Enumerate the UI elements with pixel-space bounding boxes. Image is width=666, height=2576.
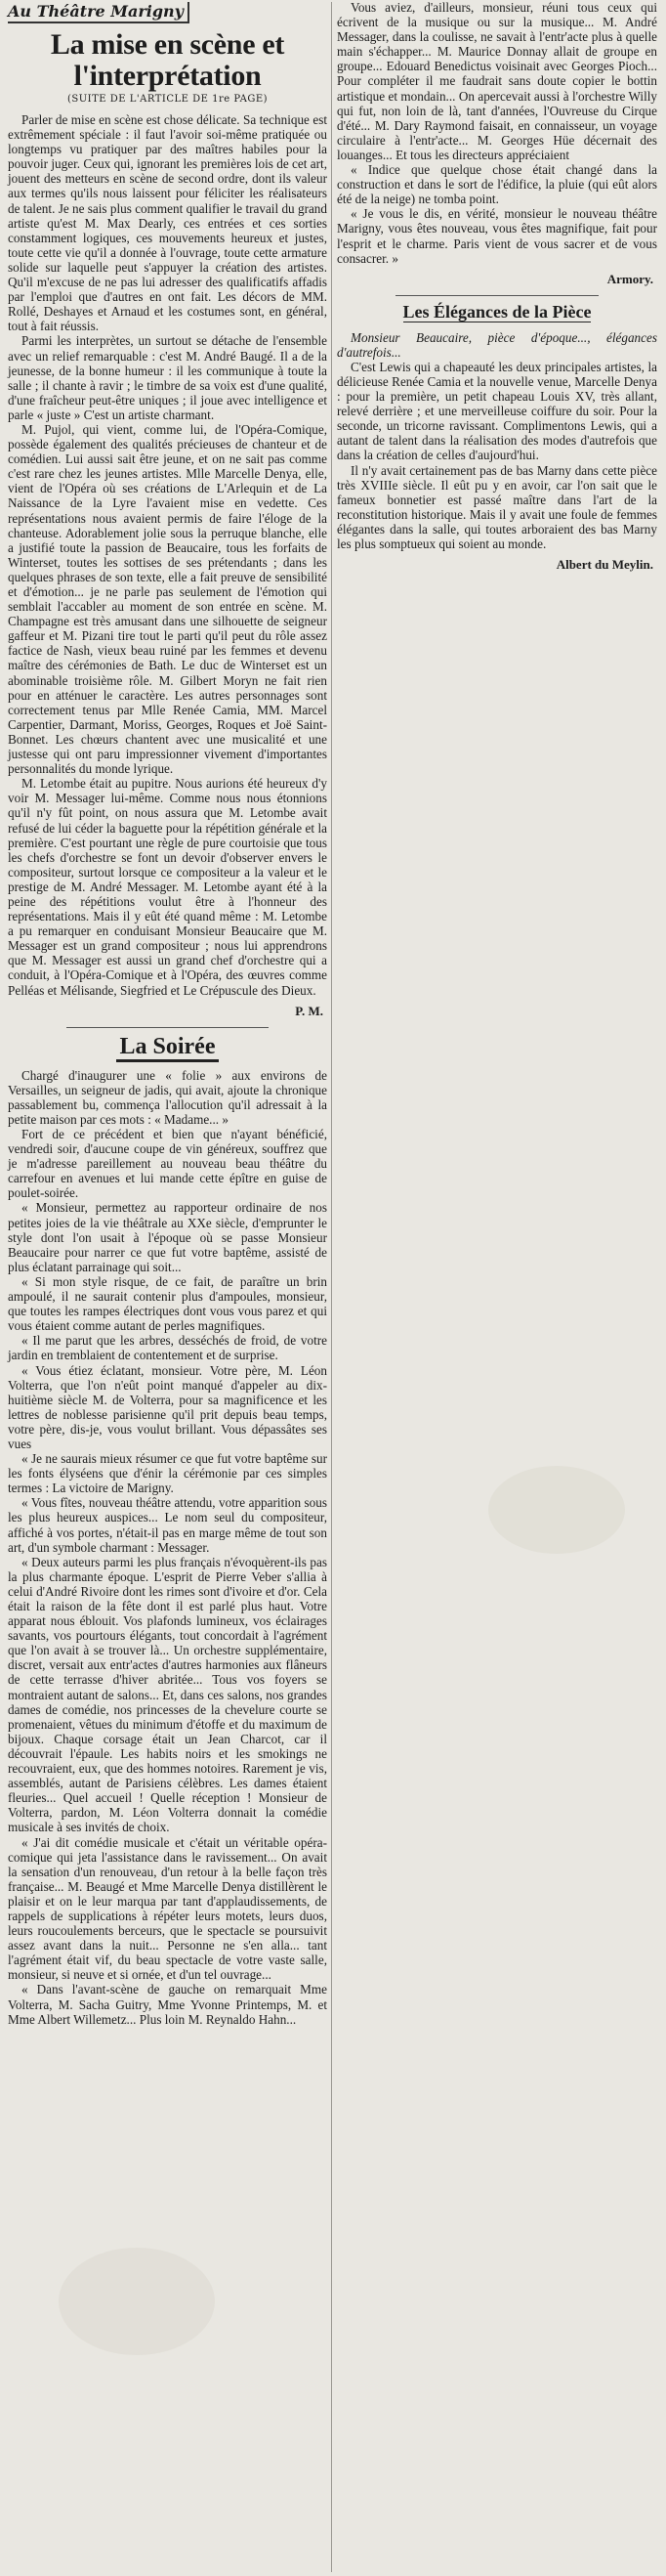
signature-albert-du-meylin: Albert du Meylin. [556,557,653,573]
paragraph: Fort de ce précédent et bien que n'ayant bénéficié, vendredi soir, d'aucune coupe de vin généreux, souffrez que je m'adresse pareillement au nouveau beau théâtre du carrefour en avenues et lui mande cette épître en guise de poulet-soirée. [8,1127,327,1201]
divider [66,1027,269,1028]
section-title-soiree: La Soirée [8,1034,327,1060]
paragraph: M. Pujol, qui vient, comme lui, de l'Opéra-Comique, possède également des qualités précieuses de chanteur et de comédien. Lui aussi sait être jeune, et on ne sait pas comme c'est rare chez les jeunes artistes. Mlle Marcelle Denya, elle, vient de l'Opéra où ses créations de L'Arlequin et de La Naissance de la Lyre l'avaient mise en vedette. Ces représentations nous avaient permis de faire l'éloge de la chanteuse. Adorablement jolie sous la perruque blanche, elle a justifié toute la passion de Beaucaire, tous les forfaits de Winterset, toutes les sottises de ses prétendants ; dans les quelques phrases de son texte, elle a fait preuve de sensibilité et d'émotion... je ne parle pas seulement de l'émotion qui semblait l'accabler au moment de son entrée en scène. M. Champagne est très amusant dans une silhouette de seigneur gaffeur et M. Pizani tire tout le parti qu'il peut du rôle assez factice de Nash, vieux beau ruiné par les femmes et devenu maître des cérémonies de Bath. Le duc de Winterset est un abominable troisième rôle. M. Gilbert Moryn ne fait rien pour en atténuer le caractère. Les autres personnages sont correctement tenus par Mlle Renée Camia, MM. Marcel Carpentier, Darmant, Moriss, Georges, Roques et Joë Saint-Bonnet. Les chœurs chantent avec une musicalité et une justesse qui ont paru impressionner vivement d'importantes personnalités du monde lyrique. [8,421,327,777]
paper-stain [59,2248,215,2355]
signature-armory: Armory. [606,271,653,286]
paragraph: « J'ai dit comédie musicale et c'était un véritable opéra-comique qui jeta l'assistance dans le ravissement... On avait la sensation d'un renouveau, d'un retour à la belle façon très française... M. Beaugé et Mme Marcelle Denya distillèrent le plaisir et on le leur marqua par tant d'applaudissements, de rappels de supplications à répéter leurs motets, leurs duos, leurs roucoulements berceurs, que le spectacle se poursuivit assez avant dans la nuit... Personne ne s'en alla... tant l'agrément était vif, du beau spectacle de votre vaste salle, monsieur, si neuve et si ornée, et d'un tel ouvrage... [8,1834,327,1983]
paragraph: Vous aviez, d'ailleurs, monsieur, réuni tous ceux qui écrivent de la musique ou sur la musique... M. André Messager, dans la coulisse, ne savait à l'entr'acte plus à quelle main s'échapper... M. Maurice Donnay allait de groupe en groupe... Edouard Benedictus voisinait avec Georges Pioch... Pour compléter il me faudrait sans doute copier le bottin artistique et mondain... On apercevait aussi à l'orchestre Willy qui fut, non loin de là, tant d'années, l'Ouvreuse du Cirque d'été... M. Dary Raymond faisait, en connaisseur, un voyage circulaire à l'entr'acte... M. Georges Hüe décernait des louanges... Et tous les directeurs appréciaient [337,0,657,162]
paragraph: « Vous fîtes, nouveau théâtre attendu, votre apparition sous les plus heureux auspices... Le nom seul du compositeur, affiché à vos portes, n'était-il pas en marge même de tout son art, d'un symbole charmant : Messager. [8,1495,327,1555]
paragraph: « Deux auteurs parmi les plus français n'évoquèrent-ils pas la plus charmante époque. L'esprit de Pierre Veber s'allia à celui d'André Rivoire dont les rimes sont d'ivoire et d'or. Cela était la raison de la fête dont il est parlé plus haut. Votre apparat nous éblouit. Vos plafonds lumineux, vos éclairages savants, vos pourtours élégants, tout concordait à l'agrément que l'on avait à se trouver là... Un orchestre supplémentaire, discret, versait aux entr'actes d'autres harmonies aux flâneurs de cette terrasse d'hiver abritée... Tous vos foyers se montraient autant de salons... Et, dans ces salons, nos grandes dames de comédie, nos princesses de la chevelure courte se promenaient, vêtues du minimum d'étoffe et du maximum de bijoux. Chaque corsage était un Jean Charcot, car il découvrait l'épaule. Les habits noirs et les smokings ne recouvraient, eux, que des hommes notoires. Rarement je vis, assemblés, autant de Parisiens célèbres. Les dames étaient fleuries... Quel accueil ! Quelle réception ! Monsieur de Volterra, pardon, M. Léon Volterra donnait la comédie musicale à ses invités de choix. [8,1554,327,1835]
paragraph: « Je vous le dis, en vérité, monsieur le nouveau théâtre Marigny, vous êtes nouveau, vous êtes magnifique, fait pour l'esprit et le charme. Paris vient de vous sacrer et de vous consacrer. » [337,206,657,266]
headline: La mise en scène et l'interprétation [50,28,285,92]
subhead: (SUITE DE L'ARTICLE DE 1re PAGE) [66,94,269,105]
article-mise-en-scene [8,112,327,998]
paragraph: Parler de mise en scène est chose délicate. Sa technique est extrêmement spéciale : il faut l'avoir soi-même pratiquée ou longtemps vu pratiquer par des maîtres habiles pour la pouvoir juger. Ceux qui, ignorant les premières lois de cet art, jouent des metteurs en scène de second ordre, dont ils valeur aux termes qu'ils nous laissent pour féliciter les réalisateurs de talent. Je ne sais plus comment qualifier le travail du grand artiste qu'est M. Max Dearly, ces entrées et ces sorties constamment logiques, ces mouvements heureux et justes, toute cette vie qu'il a donnée à l'ouvrage, toute cette armature solide sur laquelle peut s'appuyer la création des artistes. Qu'il m'excuse de ne pas lui adresser des qualificatifs affadis par l'emploi que d'autres en ont fait. Les décors de MM. Rollé, Deshayes et Arnaud et les costumes sont, en général, tout à fait réussis. [8,112,327,334]
paragraph: « Si mon style risque, de ce fait, de paraître un brin ampoulé, il ne saurait contenir plus d'ampoules, monsieur, que toutes les rampes électriques dont vous vous parez et qui vous étaient comme autant de perles magnifiques. [8,1273,327,1334]
paper-stain [488,1466,625,1554]
paragraph: « Il me parut que les arbres, desséchés de froid, de votre jardin en tremblaient de contentement et de surprise. [8,1333,327,1363]
article-elegances [337,330,657,551]
paragraph: Monsieur Beaucaire, pièce d'époque..., élégances d'autrefois... [337,329,657,360]
signature-pm: P. M. [295,1003,323,1018]
paragraph: « Vous étiez éclatant, monsieur. Votre père, M. Léon Volterra, que l'on n'eût point manqué d'appeler au dix-huitième siècle M. de Volterra, pour sa magnificence et les lettres de noblesse parisienne qu'il prit depuis beau temps, votre père, dis-je, vous voulut brillant. Vous dépassâtes ses vues [8,1362,327,1451]
paragraph: Chargé d'inaugurer une « folie » aux environs de Versailles, un seigneur de jadis, qui avait, ajoute la chronique passablement bu, commença l'allocution qu'il adressait à la petite maison par ces mots : « Madame... » [8,1067,327,1127]
paragraph: « Je ne saurais mieux résumer ce que fut votre baptême sur les fonts élyséens que d'énir la cérémonie par ces simples termes : La victoire de Marigny. [8,1451,327,1496]
article-soiree-continued [337,0,657,266]
kicker: Au Théâtre Marigny [8,2,189,23]
left-column [8,0,327,2027]
right-column [337,0,657,580]
column-rule [331,2,332,2572]
divider [395,295,599,296]
paragraph: « Dans l'avant-scène de gauche on remarquait Mme Volterra, M. Sacha Guitry, Mme Yvonne Printemps, M. et Mme Albert Willemetz... Plus loin M. Reynaldo Hahn... [8,1982,327,2027]
paragraph: « Indice que quelque chose était changé dans la construction et dans le sort de l'édifice, la pluie (qui eût alors été de la neige) ne tomba point. [337,162,657,207]
paragraph: M. Letombe était au pupitre. Nous aurions été heureux d'y voir M. Messager lui-même. Comme nous nous étonnions qu'il n'y fût point, on nous assura que M. Letombe avait refusé de lui céder la baguette pour la répétition générale et la première. C'est pourtant une règle de pure courtoisie que tous les chefs d'orchestre se font un devoir d'observer envers le compositeur, surtout lorsque ce compositeur a la valeur et le prestige de M. André Messager. M. Letombe ayant été à la peine des répétitions voulut être à l'honneur des représentations. Mais il y eût été quand même : M. Letombe a pu remarquer en conduisant Monsieur Beaucaire que M. Messager est un grand compositeur ; nous lui apprendrons que M. Messager est aussi un grand chef d'orchestre qui a conduit, à l'Opéra-Comique et à l'Opéra, des œuvres comme Pelléas et Mélisande, Siegfried et Le Crépuscule des Dieux. [8,776,327,998]
paragraph: « Monsieur, permettez au rapporteur ordinaire de nos petites joies de la vie théâtrale au XXe siècle, d'emprunter le style dont l'on usait à l'époque où se passe Monsieur Beaucaire pour narrer ce que fut votre baptême, assisté de plus éclatant parrainage qui soit... [8,1200,327,1274]
paragraph: Parmi les interprètes, un surtout se détache de l'ensemble avec un relief remarquable : c'est M. André Baugé. Il a de la jeunesse, de la bonne humeur : il les communique à toute la salle ; il chante à ravir ; le timbre de sa voix est d'une qualité, d'une fraîcheur peut-être uniques ; il joue avec intelligence et parle « juste » C'est un artiste charmant. [8,333,327,422]
paragraph: C'est Lewis qui a chapeauté les deux principales artistes, la délicieuse Renée Camia et la nouvelle venue, Marcelle Denya : pour la première, un petit chapeau Louis XV, très allant, relevé derrière ; et une merveilleuse coiffure du soir. Pour la seconde, un tricorne ravissant. Complimentons Lewis, qui a autant de talent dans la réalisation des modes d'autrefois que dans la création de celles d'aujourd'hui. [337,359,657,463]
section-title-elegances: Les Élégances de la Pièce [402,301,592,322]
paragraph: Il n'y avait certainement pas de bas Marny dans cette pièce très XVIIIe siècle. Il eût pu y en avoir, car l'on sait que le fameux bonnetier est passé maître dans l'art de la reconstitution historique. Mais il y avait une foule de femmes élégantes dans la salle, qui toutes arboraient des bas Marny les plus somptueux qui soient au monde. [337,462,657,551]
article-soiree [8,1068,327,2027]
